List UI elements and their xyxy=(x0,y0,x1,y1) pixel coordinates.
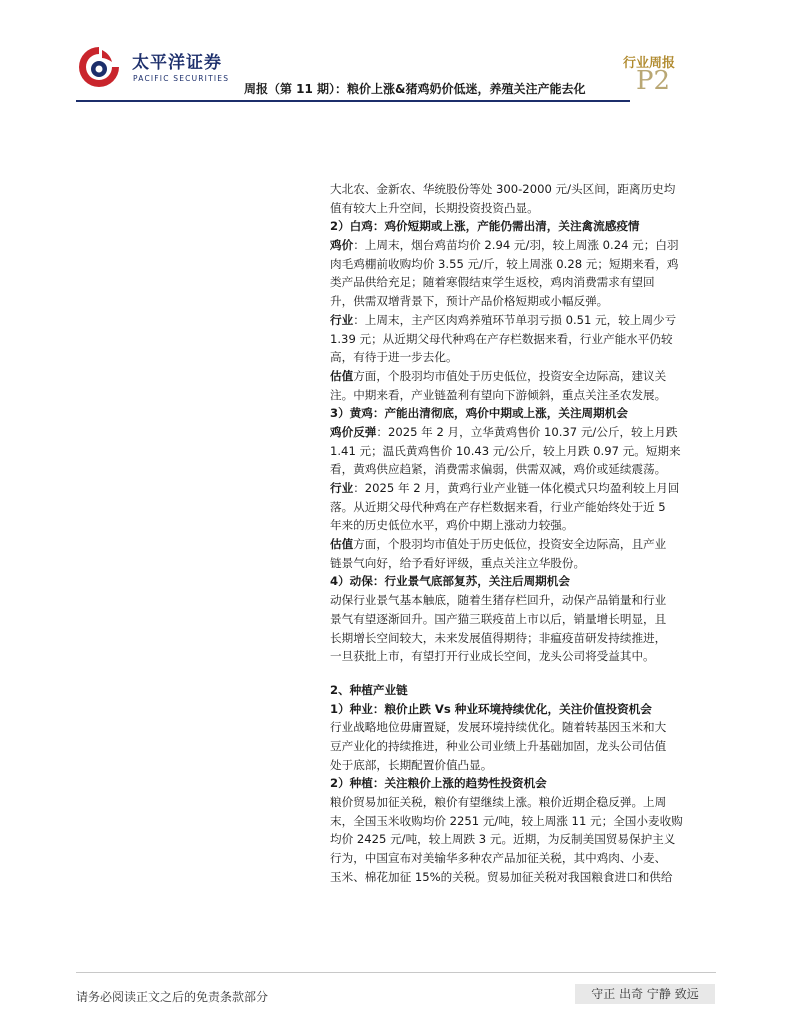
body-line xyxy=(330,756,718,775)
line-text: 3）黄鸡：产能出清彻底，鸡价中期或上涨，关注周期机会 xyxy=(330,406,628,421)
line-text: ：2025 年 2 月，立华黄鸡售价 10.37 元/公斤，较上月跌 xyxy=(376,424,678,439)
line-text: 均价 2425 元/吨，较上周跌 3 元。近期，为反制美国贸易保护主义 xyxy=(330,832,676,847)
body-line xyxy=(330,812,718,831)
body-line xyxy=(330,610,718,629)
line-text: 粮价贸易加征关税，粮价有望继续上涨。粮价近期企稳反弹。上周 xyxy=(330,795,667,809)
body-line xyxy=(330,199,718,218)
line-text: 玉米、棉花加征 15%的关税。贸易加征关税对我国粮食进口和供给 xyxy=(330,869,673,884)
line-text: 动保行业景气基本触底，随着生猪存栏回升，动保产品销量和行业 xyxy=(330,593,667,608)
lead-term: 鸡价反弹 xyxy=(330,424,377,439)
report-type: 行业周报 xyxy=(622,56,675,71)
body-line xyxy=(330,849,718,868)
lead-term: 行业 xyxy=(330,481,354,495)
header-divider xyxy=(76,100,630,102)
line-text: 1.39 元；从近期父母代种鸡在产存栏数据来看，行业产能水平仍较 xyxy=(330,331,673,346)
section-heading xyxy=(330,217,718,236)
pacific-securities-logo-icon xyxy=(76,44,122,90)
line-text: 一旦获批上市，有望打开行业成长空间，龙头公司将受益其中。 xyxy=(330,649,655,664)
line-text: 行为，中国宣布对美输华多种农产品加征关税，其中鸡肉、小麦、 xyxy=(330,851,667,866)
line-text: 末，全国玉米收购均价 2251 元/吨，较上周涨 11 元；全国小麦收购 xyxy=(330,813,683,828)
body-line xyxy=(330,180,718,199)
line-text: 景气有望逐渐回升。国产猫三联疫苗上市以后，销量增长明显，且 xyxy=(330,611,667,626)
line-text: 看，黄鸡供应趋紧，消费需求偏弱，供需双减，鸡价或延续震荡。 xyxy=(330,462,667,477)
lead-term: 估值 xyxy=(330,537,354,552)
line-text: 肉毛鸡棚前收购均价 3.55 元/斤，较上周涨 0.28 元；短期来看，鸡 xyxy=(330,256,679,271)
page-number: P2 xyxy=(636,66,671,96)
footer-disclaimer: 请务必阅读正文之后的免责条款部分 xyxy=(76,990,269,1004)
section-heading xyxy=(330,774,718,793)
line-text: 类产品供给充足；随着寒假结束学生返校，鸡肉消费需求有望回 xyxy=(330,275,655,290)
lead-term: 估值 xyxy=(330,368,354,383)
lead-term: 行业 xyxy=(330,312,354,327)
line-text: 大北农、金新农、华统股份等处 300-2000 元/头区间，距离历史均 xyxy=(330,182,676,196)
body-line xyxy=(330,718,718,737)
line-text: 落。从近期父母代种鸡在产存栏数据来看，行业产能始终处于近 5 xyxy=(330,499,666,514)
body-line xyxy=(330,460,718,479)
body-line xyxy=(330,591,718,610)
body-line xyxy=(330,479,718,498)
body-line xyxy=(330,535,718,554)
line-text: 值有较大上升空间，长期投资投资凸显。 xyxy=(330,200,539,215)
footer-divider xyxy=(76,972,716,973)
line-text: 方面，个股羽均市值处于历史低位，投资安全边际高，且产业 xyxy=(353,537,667,552)
body-text xyxy=(330,180,718,886)
body-line xyxy=(330,367,718,386)
line-text: 链景气向好，给予看好评级，重点关注立华股份。 xyxy=(330,555,586,570)
line-text: 高，有待于进一步去化。 xyxy=(330,350,458,365)
body-line xyxy=(330,348,718,367)
company-name-cn: 太平洋证券 xyxy=(132,53,222,73)
line-text: 2、种植产业链 xyxy=(330,682,408,697)
body-line xyxy=(330,423,718,442)
line-text: ：2025 年 2 月，黄鸡行业产业链一体化模式只均盈利较上月回 xyxy=(353,481,680,495)
line-text: 4）动保：行业景气底部复苏，关注后周期机会 xyxy=(330,574,570,589)
body-line xyxy=(330,498,718,517)
line-text: 1）种业：粮价止跌 Vs 种业环境持续优化，关注价值投资机会 xyxy=(330,701,652,716)
line-text: 2）白鸡：鸡价短期或上涨，产能仍需出清，关注禽流感疫情 xyxy=(330,219,640,234)
line-text: 升，供需双增背景下，预计产品价格短期或小幅反弹。 xyxy=(330,294,609,309)
body-line xyxy=(330,516,718,535)
line-text: 1.41 元；温氏黄鸡售价 10.43 元/公斤，较上月跌 0.97 元。短期来 xyxy=(330,443,681,458)
line-text: 年来的历史低位水平，鸡价中期上涨动力较强。 xyxy=(330,518,574,533)
body-line xyxy=(330,386,718,405)
lead-term: 鸡价 xyxy=(330,238,354,253)
company-name-en: PACIFIC SECURITIES xyxy=(133,74,230,83)
line-text: 处于底部，长期配置价值凸显。 xyxy=(330,757,493,772)
line-text: ：上周末，烟台鸡苗均价 2.94 元/羽，较上周涨 0.24 元；白羽 xyxy=(353,238,679,253)
body-line xyxy=(330,830,718,849)
section-heading xyxy=(330,404,718,423)
body-line xyxy=(330,442,718,461)
paragraph-gap xyxy=(330,666,718,681)
body-line xyxy=(330,629,718,648)
section-heading xyxy=(330,681,718,700)
line-text: 豆产业化的持续推进，种业公司业绩上升基础加固，龙头公司估值 xyxy=(330,738,667,753)
body-line xyxy=(330,554,718,573)
line-text: ：上周末，主产区肉鸡养殖环节单羽亏损 0.51 元，较上周少亏 xyxy=(353,312,677,327)
body-line xyxy=(330,737,718,756)
line-text: 方面，个股羽均市值处于历史低位，投资安全边际高，建议关 xyxy=(353,368,667,383)
body-line xyxy=(330,292,718,311)
body-line xyxy=(330,236,718,255)
section-heading xyxy=(330,700,718,719)
body-line xyxy=(330,273,718,292)
line-text: 2）种植：关注粮价上涨的趋势性投资机会 xyxy=(330,776,547,791)
footer-motto: 守正 出奇 宁静 致远 xyxy=(575,984,715,1004)
body-line xyxy=(330,647,718,666)
body-line xyxy=(330,311,718,330)
line-text: 行业战略地位毋庸置疑，发展环境持续优化。随着转基因玉米和大 xyxy=(330,720,667,735)
section-heading xyxy=(330,572,718,591)
body-line xyxy=(330,793,718,812)
body-line xyxy=(330,868,718,887)
report-title: 周报（第 11 期）：粮价上涨&猪鸡奶价低迷，养殖关注产能去化 xyxy=(244,82,586,96)
body-line xyxy=(330,255,718,274)
line-text: 长期增长空间较大，未来发展值得期待；非瘟疫苗研发持续推进， xyxy=(330,630,667,645)
line-text: 注。中期来看，产业链盈利有望向下游倾斜，重点关注圣农发展。 xyxy=(330,387,667,402)
body-line xyxy=(330,330,718,349)
